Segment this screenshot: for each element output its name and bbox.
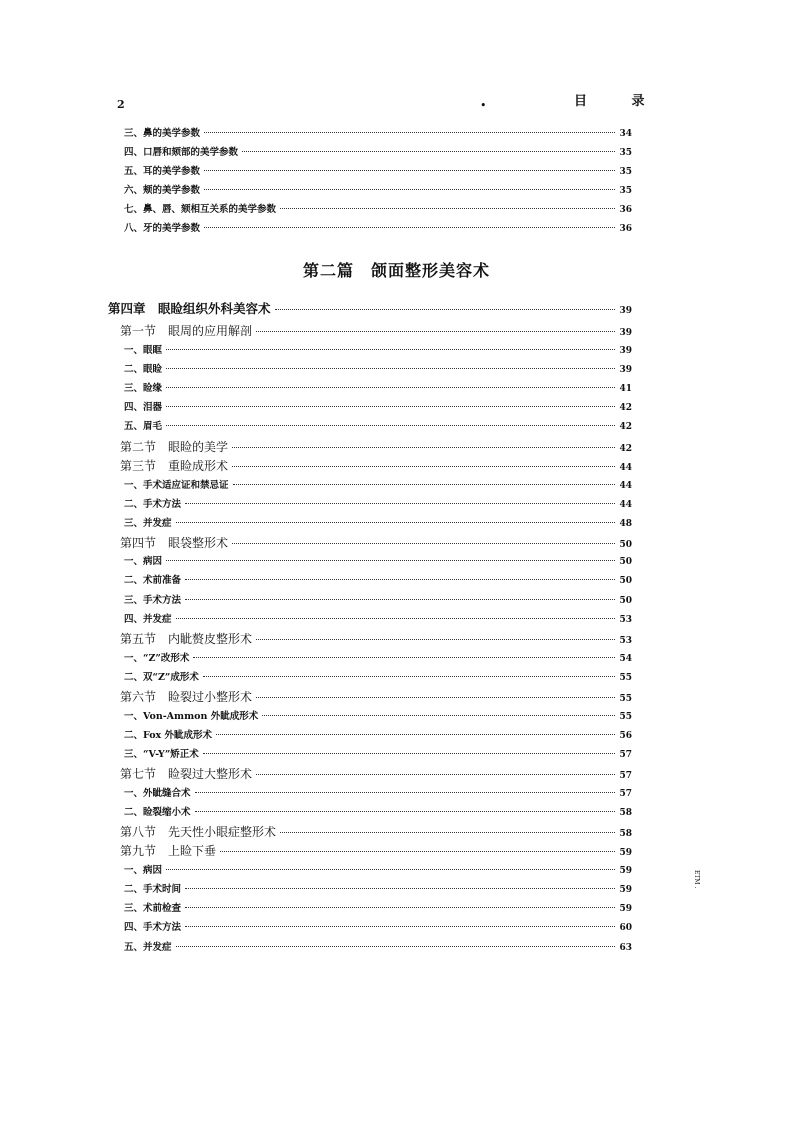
running-header-title: 目 录	[574, 94, 665, 109]
toc-subentry	[124, 919, 632, 933]
toc-subentry	[124, 144, 632, 158]
dot-leader	[256, 697, 615, 698]
dot-leader	[176, 946, 616, 947]
toc-subentry	[124, 201, 632, 215]
toc-entry-label: 二、手术时间	[124, 884, 182, 895]
toc-page-number: 50	[619, 596, 632, 606]
toc-page-number: 34	[619, 129, 632, 139]
dot-leader	[204, 227, 615, 228]
toc-page-number: 44	[619, 463, 632, 473]
toc-page-number: 39	[619, 346, 632, 356]
toc-section	[120, 534, 632, 551]
toc-subentry	[124, 611, 632, 625]
toc-subentry	[124, 900, 632, 914]
toc-subentry	[124, 650, 632, 664]
toc-page-number: 50	[619, 540, 632, 550]
dot-leader	[256, 774, 615, 775]
toc-entry-label: 第一节 眼周的应用解剖	[120, 324, 253, 338]
dot-leader	[166, 349, 615, 350]
toc-page-number: 41	[619, 384, 632, 394]
toc-entry-label: 四、手术方法	[124, 922, 182, 933]
dot-leader	[280, 208, 615, 209]
toc-page-number: 53	[619, 636, 632, 646]
toc-subentry	[124, 881, 632, 895]
toc-entry-label: 第五节 内眦赘皮整形术	[120, 632, 253, 646]
toc-entry-label: 第七节 睑裂过大整形术	[120, 767, 253, 781]
toc-entry-label: 三、手术方法	[124, 595, 182, 606]
toc-subentry	[124, 727, 632, 741]
toc-subentry	[124, 399, 632, 413]
dot-leader	[195, 811, 616, 812]
toc-entry-label: 第六节 睑裂过小整形术	[120, 690, 253, 704]
dot-leader	[166, 869, 615, 870]
toc-page-number: 58	[619, 829, 632, 839]
dot-leader	[280, 832, 615, 833]
toc-entry-label: 一、病因	[124, 865, 163, 876]
toc-page-number: 42	[619, 444, 632, 454]
dot-leader	[220, 851, 615, 852]
toc-page-number: 57	[619, 789, 632, 799]
toc-section	[120, 765, 632, 782]
dot-leader	[166, 406, 615, 407]
toc-subentry	[124, 669, 632, 683]
margin-mark: ETM .	[693, 870, 700, 889]
toc-entry-label: 二、术前准备	[124, 575, 182, 586]
dot-leader	[204, 189, 615, 190]
toc-entry-label: 一、外眦缝合术	[124, 788, 191, 799]
dot-leader	[193, 657, 615, 658]
toc-subentry	[124, 939, 632, 953]
toc-subentry	[124, 862, 632, 876]
toc-entry-label: 第四节 眼袋整形术	[120, 536, 229, 550]
toc-entry-label: 二、眼睑	[124, 364, 163, 375]
toc-subentry	[124, 342, 632, 356]
page-number: 2	[117, 98, 125, 111]
dot-leader	[166, 425, 615, 426]
toc-page-number: 35	[619, 186, 632, 196]
toc-entry-label: 一、眼眶	[124, 345, 163, 356]
dot-leader	[185, 888, 615, 889]
toc-entry-label: 三、“V-Y”矫正术	[124, 749, 199, 760]
toc-page-number: 44	[619, 500, 632, 510]
toc-page-number: 53	[619, 615, 632, 625]
dot-leader	[185, 926, 615, 927]
toc-entry-label: 四、口唇和颏部的美学参数	[124, 147, 239, 158]
toc-subentry	[124, 708, 632, 722]
toc-entry-label: 一、病因	[124, 556, 163, 567]
toc-subentry	[124, 515, 632, 529]
toc-entry-label: 五、耳的美学参数	[124, 166, 201, 177]
toc-page-number: 60	[619, 923, 632, 933]
dot-leader	[262, 715, 615, 716]
toc-page-number: 54	[619, 654, 632, 664]
toc-subentry	[124, 182, 632, 196]
dot-leader	[195, 792, 616, 793]
toc-page-number: 44	[619, 481, 632, 491]
toc-entry-label: 七、鼻、唇、颏相互关系的美学参数	[124, 204, 277, 215]
part-title: 第二篇 颌面整形美容术	[302, 261, 490, 280]
toc-page-number: 55	[619, 712, 632, 722]
toc-page-number: 50	[619, 557, 632, 567]
toc-page-number: 36	[619, 224, 632, 234]
toc-page-number: 59	[619, 904, 632, 914]
toc-entry-label: 三、睑缘	[124, 383, 163, 394]
toc-section	[120, 842, 632, 859]
toc-subentry	[124, 592, 632, 606]
toc-subentry	[124, 477, 632, 491]
dot-leader	[275, 309, 616, 310]
toc-entry-label: 一、手术适应证和禁忌证	[124, 480, 229, 491]
dot-leader	[166, 560, 615, 561]
toc-section	[120, 688, 632, 705]
toc-subentry	[124, 125, 632, 139]
toc-entry-label: 四、泪器	[124, 402, 163, 413]
dot-leader	[216, 734, 615, 735]
toc-subentry	[124, 380, 632, 394]
dot-leader	[204, 170, 615, 171]
toc-entry-label: 一、“Z”改形术	[124, 653, 190, 664]
toc-entry-label: 三、鼻的美学参数	[124, 128, 201, 139]
toc-page-number: 57	[619, 771, 632, 781]
toc-page-number: 50	[619, 576, 632, 586]
toc-page-number: 39	[619, 306, 632, 316]
dot-leader	[185, 579, 615, 580]
dot-leader	[185, 599, 615, 600]
toc-chapter	[108, 299, 632, 317]
toc-subentry	[124, 220, 632, 234]
toc-subentry	[124, 496, 632, 510]
toc-page-number: 55	[619, 673, 632, 683]
toc-entry-label: 第三节 重睑成形术	[120, 459, 229, 473]
dot-leader	[166, 387, 615, 388]
toc-page-number: 56	[619, 731, 632, 741]
toc-page-number: 48	[619, 519, 632, 529]
toc-page-number: 35	[619, 148, 632, 158]
toc-page-number: 39	[619, 365, 632, 375]
toc-page-number: 36	[619, 205, 632, 215]
dot-leader	[166, 368, 615, 369]
toc-entry-label: 二、双“Z”成形术	[124, 672, 199, 683]
toc-page-number: 59	[619, 885, 632, 895]
toc-entry-label: 五、眉毛	[124, 421, 163, 432]
toc-section	[120, 457, 632, 474]
toc-entry-label: 三、并发症	[124, 518, 172, 529]
toc-entry-label: 二、Fox 外眦成形术	[124, 730, 213, 741]
toc-page-number: 63	[619, 943, 632, 953]
dot-leader	[185, 907, 615, 908]
toc-section	[120, 438, 632, 455]
dot-leader	[203, 676, 616, 677]
dot-leader	[232, 466, 615, 467]
toc-entry-label: 第八节 先天性小眼症整形术	[120, 825, 277, 839]
toc-page-number: 57	[619, 750, 632, 760]
toc-subentry	[124, 418, 632, 432]
dot-leader	[232, 447, 615, 448]
dot-leader	[204, 132, 615, 133]
toc-entry-label: 四、并发症	[124, 614, 172, 625]
dot-leader	[242, 151, 615, 152]
toc-section	[120, 322, 632, 339]
dot-leader	[232, 543, 615, 544]
toc-page-number: 39	[619, 328, 632, 338]
toc-entry-label: 二、手术方法	[124, 499, 182, 510]
toc-subentry	[124, 785, 632, 799]
toc-entry-label: 五、并发症	[124, 942, 172, 953]
toc-page-number: 59	[619, 866, 632, 876]
dot-leader	[203, 753, 616, 754]
toc-entry-label: 第四章 眼睑组织外科美容术	[108, 301, 271, 316]
toc-subentry	[124, 572, 632, 586]
toc-page-number: 42	[619, 403, 632, 413]
toc-entry-label: 六、颊的美学参数	[124, 185, 201, 196]
toc-entry-label: 一、Von-Ammon 外眦成形术	[124, 711, 259, 722]
dot-leader	[176, 522, 616, 523]
toc-entry-label: 第二节 眼睑的美学	[120, 440, 229, 454]
header-dot: •	[480, 99, 487, 112]
toc-section	[120, 630, 632, 647]
toc-page-number: 42	[619, 422, 632, 432]
toc-entry-label: 三、术前检查	[124, 903, 182, 914]
toc-entry-label: 二、睑裂缩小术	[124, 807, 191, 818]
dot-leader	[185, 503, 615, 504]
toc-page-number: 59	[619, 848, 632, 858]
toc-entry-label: 第九节 上睑下垂	[120, 844, 217, 858]
toc-subentry	[124, 746, 632, 760]
toc-page-number: 55	[619, 694, 632, 704]
toc-section	[120, 823, 632, 840]
toc-page-number: 58	[619, 808, 632, 818]
toc-page-number: 35	[619, 167, 632, 177]
dot-leader	[256, 639, 615, 640]
toc-subentry	[124, 361, 632, 375]
toc-entry-label: 八、牙的美学参数	[124, 223, 201, 234]
dot-leader	[233, 484, 616, 485]
toc-subentry	[124, 804, 632, 818]
dot-leader	[256, 331, 615, 332]
toc-subentry	[124, 163, 632, 177]
dot-leader	[176, 618, 616, 619]
toc-subentry	[124, 553, 632, 567]
